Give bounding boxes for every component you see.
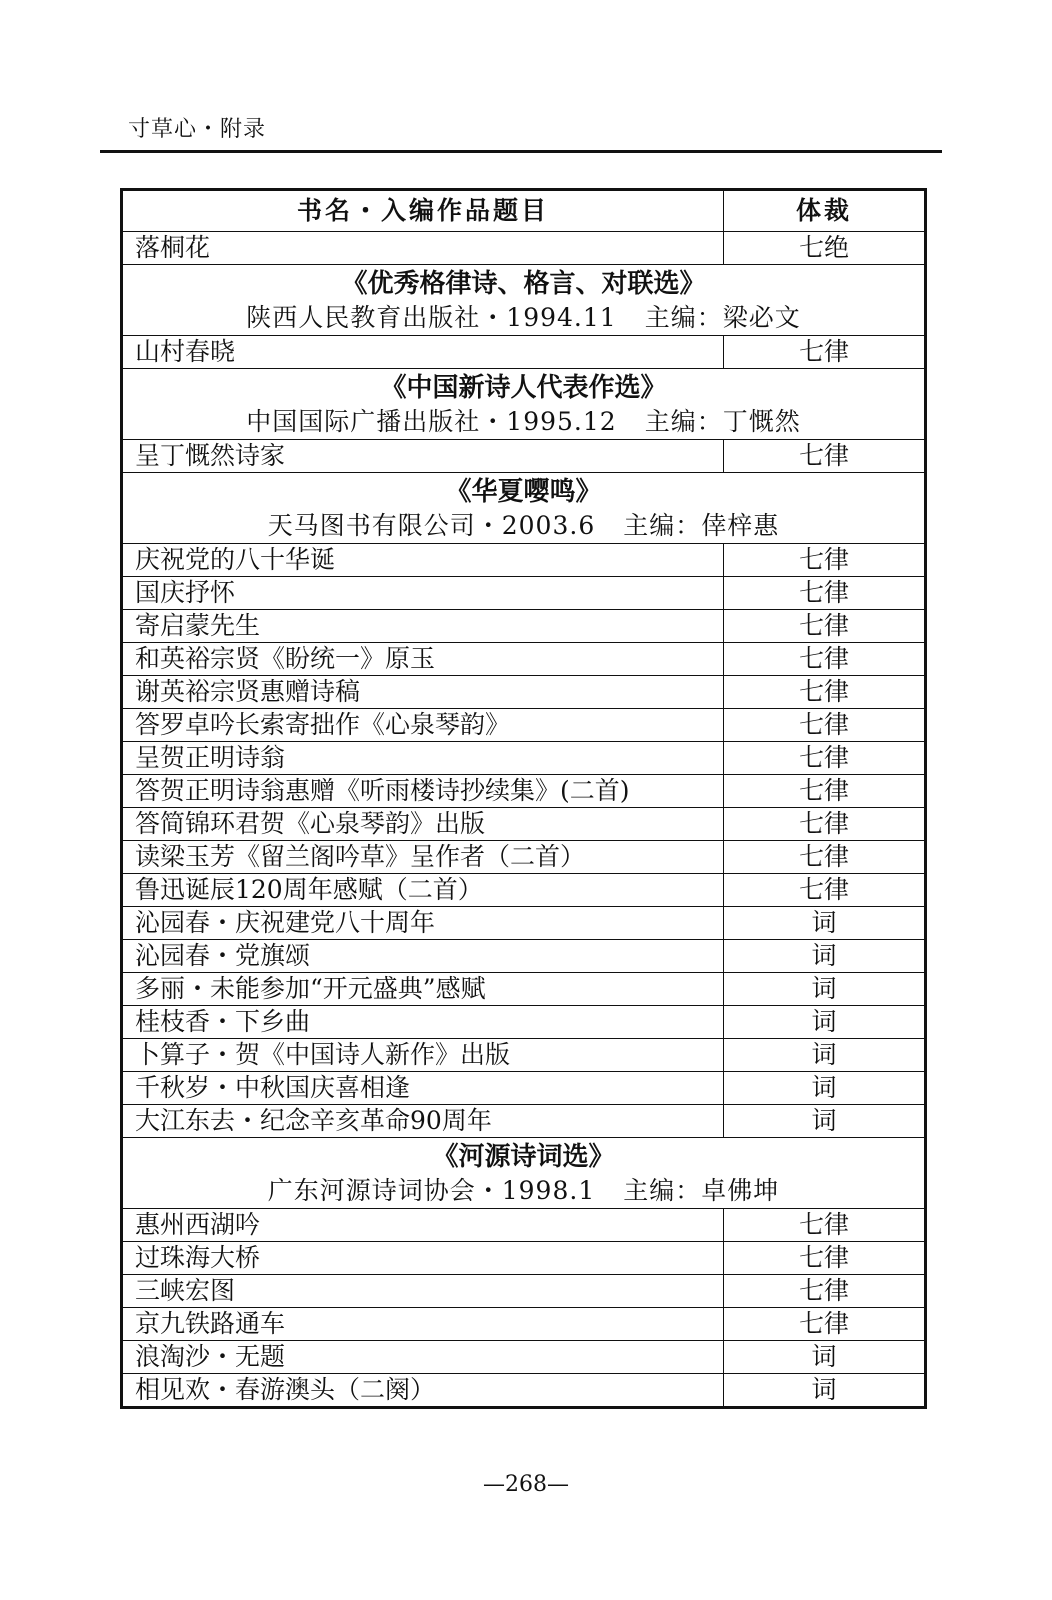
anthology-info [122, 265, 926, 336]
work-form: 七律 [724, 808, 926, 841]
works-table-body [122, 232, 926, 1408]
anthology-name: 《优秀格律诗、格言、对联选》 [341, 269, 706, 299]
anthology-row [122, 1138, 926, 1209]
table-row [122, 577, 926, 610]
work-title: 浪淘沙・无题 [122, 1341, 724, 1374]
work-title: 答罗卓吟长索寄拙作《心泉琴韵》 [122, 709, 724, 742]
anthology-row [122, 369, 926, 440]
work-title: 惠州西湖吟 [122, 1209, 724, 1242]
work-form: 七律 [724, 577, 926, 610]
work-title: 大江东去・纪念辛亥革命90周年 [122, 1105, 724, 1138]
work-form: 七律 [724, 440, 926, 473]
work-form: 七律 [724, 1209, 926, 1242]
work-title: 千秋岁・中秋国庆喜相逢 [122, 1072, 724, 1105]
anthology-info [122, 473, 926, 544]
work-form: 七律 [724, 874, 926, 907]
work-title: 山村春晓 [122, 336, 724, 369]
table-row [122, 610, 926, 643]
work-form: 七律 [724, 610, 926, 643]
table-row [122, 874, 926, 907]
work-form: 七律 [724, 742, 926, 775]
anthology-publication-line [123, 301, 924, 335]
work-form: 词 [724, 1072, 926, 1105]
work-title: 答简锦环君贺《心泉琴韵》出版 [122, 808, 724, 841]
table-row [122, 940, 926, 973]
anthology-publisher: 天马图书有限公司・2003.6 [267, 511, 596, 540]
table-row [122, 808, 926, 841]
work-title: 相见欢・春游澳头（二阕） [122, 1374, 724, 1408]
work-form: 词 [724, 940, 926, 973]
work-title: 寄启蒙先生 [122, 610, 724, 643]
work-title: 和英裕宗贤《盼统一》原玉 [122, 643, 724, 676]
anthology-editor: 主编：丁慨然 [644, 407, 801, 436]
table-row [122, 1308, 926, 1341]
table-row [122, 1072, 926, 1105]
table-row [122, 1275, 926, 1308]
work-title: 鲁迅诞辰120周年感赋（二首） [122, 874, 724, 907]
work-form: 七律 [724, 1242, 926, 1275]
anthology-editor: 主编：卓佛坤 [623, 1176, 780, 1205]
anthology-publisher: 中国国际广播出版社・1995.12 [246, 407, 617, 436]
work-title: 落桐花 [122, 232, 724, 265]
work-form: 七律 [724, 709, 926, 742]
anthology-info [122, 369, 926, 440]
work-form: 七律 [724, 1308, 926, 1341]
work-form: 词 [724, 907, 926, 940]
work-form: 七律 [724, 841, 926, 874]
work-title: 沁园春・党旗颂 [122, 940, 724, 973]
table-row [122, 1039, 926, 1072]
work-title: 三峡宏图 [122, 1275, 724, 1308]
anthology-publication-line [123, 405, 924, 439]
work-form: 七律 [724, 676, 926, 709]
table-row [122, 907, 926, 940]
table-row [122, 841, 926, 874]
work-form: 七绝 [724, 232, 926, 265]
work-form: 词 [724, 1039, 926, 1072]
running-header: 寸草心・附录 [128, 117, 267, 142]
anthology-publisher: 陕西人民教育出版社・1994.11 [246, 303, 617, 332]
header-title-column: 书名・入编作品题目 [122, 190, 724, 232]
anthology-editor: 主编：倖梓惠 [623, 511, 780, 540]
work-title: 桂枝香・下乡曲 [122, 1006, 724, 1039]
work-title: 京九铁路通车 [122, 1308, 724, 1341]
table-row [122, 440, 926, 473]
table-row [122, 1209, 926, 1242]
work-title: 呈贺正明诗翁 [122, 742, 724, 775]
table-row [122, 232, 926, 265]
work-title: 庆祝党的八十华诞 [122, 544, 724, 577]
table-row [122, 1341, 926, 1374]
work-form: 七律 [724, 775, 926, 808]
work-form: 七律 [724, 544, 926, 577]
work-title: 国庆抒怀 [122, 577, 724, 610]
header-rule [100, 150, 942, 153]
work-title: 答贺正明诗翁惠赠《听雨楼诗抄续集》(二首) [122, 775, 724, 808]
anthology-info [122, 1138, 926, 1209]
table-row [122, 1374, 926, 1408]
table-row [122, 1006, 926, 1039]
work-title: 卜算子・贺《中国诗人新作》出版 [122, 1039, 724, 1072]
table-row [122, 973, 926, 1006]
anthology-name: 《河源诗词选》 [432, 1142, 615, 1172]
anthology-row [122, 473, 926, 544]
work-form: 词 [724, 1374, 926, 1408]
table-row [122, 1242, 926, 1275]
work-form: 词 [724, 1341, 926, 1374]
table-row [122, 336, 926, 369]
table-row [122, 1105, 926, 1138]
table-row [122, 676, 926, 709]
anthology-publisher: 广东河源诗词协会・1998.1 [267, 1176, 596, 1205]
work-title: 多丽・未能参加“开元盛典”感赋 [122, 973, 724, 1006]
anthology-name: 《华夏嘤鸣》 [445, 477, 602, 507]
work-form: 七律 [724, 1275, 926, 1308]
table-row [122, 544, 926, 577]
work-title: 沁园春・庆祝建党八十周年 [122, 907, 724, 940]
anthology-publication-line [123, 509, 924, 543]
header-form-column: 体裁 [724, 190, 926, 232]
works-table [120, 188, 927, 1409]
page-number: —268— [483, 1472, 569, 1497]
anthology-row [122, 265, 926, 336]
table-row [122, 742, 926, 775]
table-header-row [122, 190, 926, 232]
table-row [122, 709, 926, 742]
work-form: 词 [724, 973, 926, 1006]
work-form: 词 [724, 1105, 926, 1138]
anthology-name: 《中国新诗人代表作选》 [380, 373, 667, 403]
work-title: 谢英裕宗贤惠赠诗稿 [122, 676, 724, 709]
work-title: 呈丁慨然诗家 [122, 440, 724, 473]
work-title: 过珠海大桥 [122, 1242, 724, 1275]
anthology-editor: 主编：梁必文 [644, 303, 801, 332]
work-title: 读梁玉芳《留兰阁吟草》呈作者（二首） [122, 841, 724, 874]
table-row [122, 643, 926, 676]
work-form: 七律 [724, 643, 926, 676]
anthology-publication-line [123, 1174, 924, 1208]
work-form: 七律 [724, 336, 926, 369]
work-form: 词 [724, 1006, 926, 1039]
table-row [122, 775, 926, 808]
